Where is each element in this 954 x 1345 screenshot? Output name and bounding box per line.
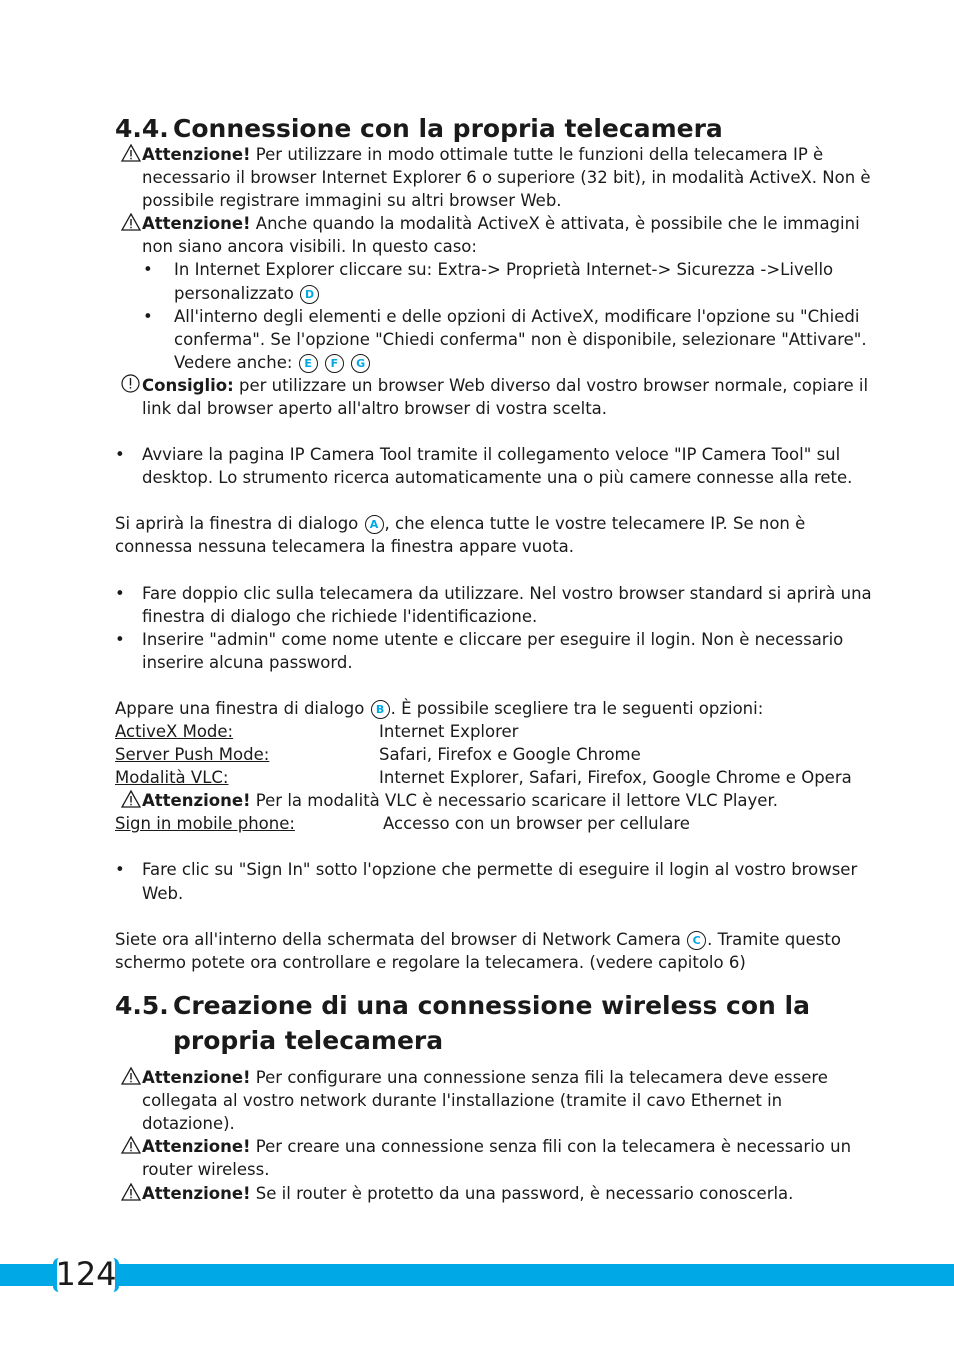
warning-2-line-2: non siano ancora visibili. In questo caso: [142,237,477,256]
warning-2-bullet-1-line-2 [174,282,320,305]
bullet-marker: • [115,630,125,649]
warning-1-line-2: necessario il browser Internet Explorer 6 o superiore (32 bit), in modalità ActiveX. Non è [142,168,871,187]
warning-2-bullet-2-line-1: All'interno degli elementi e delle opzioni di ActiveX, modificare l'opzione su "Chiedi [174,307,860,326]
mode-value-server-push: Safari, Firefox e Google Chrome [379,745,641,764]
text: Si aprirà la finestra di dialogo [115,514,359,533]
mode-value-mobile: Accesso con un browser per cellulare [383,814,690,833]
section-number: 4.4. [115,114,169,143]
warning-icon [121,213,141,231]
warning-label: Attenzione! [142,1068,251,1087]
mode-value-activex: Internet Explorer [379,722,519,741]
paragraph-2-line-2: connessa nessuna telecamera la finestra appare vuota. [115,537,575,556]
bullet-marker: • [115,584,125,603]
section-title-line-1: Creazione di una connessione wireless con la [173,991,810,1020]
warning-5-line-1 [142,1135,851,1158]
text: Per configurare una connessione senza fili la telecamera deve essere [250,1068,828,1087]
warning-icon [121,1067,141,1085]
paragraph-6-line-2: schermo potete ora controllare e regolare la telecamera. (vedere capitolo 6) [115,953,746,972]
text: . Tramite questo [707,930,841,949]
text: Se il router è protetto da una password, è necessario conoscerla. [250,1184,794,1203]
step-4-line-1: Fare clic su "Sign In" sotto l'opzione che permette di eseguire il login al vostro browser [142,860,858,879]
warning-icon [121,1136,141,1154]
tip-label: Consiglio: [142,376,234,395]
warning-2-bullet-2-line-2: conferma". Se l'opzione "Chiedi conferma" non è disponibile, selezionare "Attivare". [174,330,867,349]
reference-marker-e: E [299,354,318,373]
warning-label: Attenzione! [142,1184,251,1203]
mode-name-server-push: Server Push Mode: [115,745,270,764]
mode-name-vlc: Modalità VLC: [115,768,229,787]
bullet-marker: • [143,260,153,279]
step-4-line-2: Web. [142,884,184,903]
text: personalizzato [174,284,294,303]
reference-marker-d: D [300,285,319,304]
mode-name-activex: ActiveX Mode: [115,722,234,741]
warning-3-line [142,789,778,812]
paragraph-2-line-1 [115,512,805,535]
reference-marker-f: F [325,354,344,373]
mode-value-vlc: Internet Explorer, Safari, Firefox, Google Chrome e Opera [379,768,852,787]
mode-name-mobile: Sign in mobile phone: [115,814,295,833]
reference-marker-b: B [371,700,390,719]
step-2-line-2: finestra di dialogo che richiede l'identificazione. [142,607,538,626]
tip-line-2: link dal browser aperto all'altro browser di vostra scelta. [142,399,608,418]
section-heading-4-4 [115,111,723,146]
reference-marker-c: C [687,931,706,950]
footer-bar [0,1264,954,1286]
text: Per creare una connessione senza fili con la telecamera è necessario un [250,1137,852,1156]
paragraph-6-line-1 [115,928,841,951]
text: Per la modalità VLC è necessario scaricare il lettore VLC Player. [250,791,778,810]
bullet-marker: • [115,860,125,879]
warning-2-bullet-1-line-1: In Internet Explorer cliccare su: Extra-> Proprietà Internet-> Sicurezza ->Livello [174,260,834,279]
step-1-line-2: desktop. Lo strumento ricerca automaticamente una o più camere connesse alla rete. [142,468,853,487]
section-title-line-2: propria telecamera [173,1026,444,1055]
warning-icon [121,790,141,808]
warning-icon [121,1183,141,1201]
section-number: 4.5. [115,991,169,1020]
tip-line-1 [142,374,868,397]
warning-label: Attenzione! [142,145,251,164]
warning-label: Attenzione! [142,791,251,810]
text: Vedere anche: [174,353,293,372]
warning-6-line-1 [142,1182,793,1205]
paragraph-4-line-1 [115,697,763,720]
warning-2-line-1 [142,212,860,235]
warning-icon [121,144,141,162]
reference-marker-a: A [365,515,384,534]
text: Anche quando la modalità ActiveX è attivata, è possibile che le immagini [250,214,860,233]
text: Per utilizzare in modo ottimale tutte le funzioni della telecamera IP è [250,145,824,164]
reference-marker-g: G [351,354,370,373]
warning-2-bullet-2-line-3 [174,351,371,374]
text: . È possibile scegliere tra le seguenti opzioni: [390,699,764,718]
warning-1-line-3: possibile registrare immagini su altri browser Web. [142,191,562,210]
page-number: 124 [55,1255,117,1293]
text: Siete ora all'interno della schermata del browser di Network Camera [115,930,681,949]
section-heading-4-5 [115,988,810,1023]
bullet-marker: • [143,307,153,326]
step-2-line-1: Fare doppio clic sulla telecamera da utilizzare. Nel vostro browser standard si aprirà una [142,584,872,603]
info-icon [121,374,140,393]
warning-4-line-1 [142,1066,828,1089]
bullet-marker: • [115,445,125,464]
warning-1-line-1 [142,143,823,166]
warning-label: Attenzione! [142,214,251,233]
step-1-line-1: Avviare la pagina IP Camera Tool tramite il collegamento veloce "IP Camera Tool" sul [142,445,841,464]
step-3-line-1: Inserire "admin" come nome utente e cliccare per eseguire il login. Non è necessario [142,630,844,649]
warning-label: Attenzione! [142,1137,251,1156]
section-title: Connessione con la propria telecamera [173,114,723,143]
warning-4-line-2: collegata al vostro network durante l'installazione (tramite il cavo Ethernet in [142,1091,783,1110]
step-3-line-2: inserire alcuna password. [142,653,353,672]
text: per utilizzare un browser Web diverso dal vostro browser normale, copiare il [233,376,869,395]
warning-4-line-3: dotazione). [142,1114,235,1133]
text: Appare una finestra di dialogo [115,699,365,718]
text: , che elenca tutte le vostre telecamere IP. Se non è [384,514,806,533]
warning-5-line-2: router wireless. [142,1160,270,1179]
